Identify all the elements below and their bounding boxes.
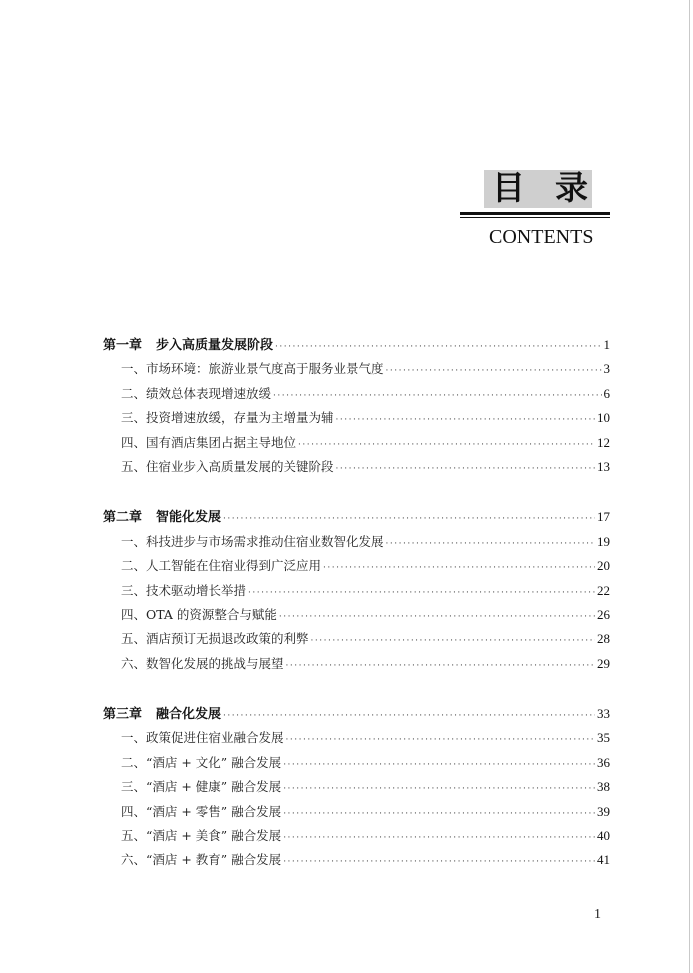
page-ref: 13 bbox=[597, 458, 610, 474]
toc-chapter-entry[interactable] bbox=[103, 333, 610, 357]
chapter-number: 第一章 bbox=[103, 338, 143, 353]
page-ref: 29 bbox=[597, 655, 610, 671]
page-ref: 20 bbox=[597, 558, 610, 574]
dot-leader bbox=[298, 433, 595, 457]
toc-entry[interactable] bbox=[103, 431, 610, 455]
toc-entry[interactable] bbox=[103, 603, 610, 627]
entry-title: 五、“酒店 + 美食” 融合发展 bbox=[121, 828, 282, 844]
dot-leader bbox=[275, 335, 601, 359]
toc-entry[interactable] bbox=[103, 530, 610, 554]
page-ref: 38 bbox=[597, 779, 610, 795]
entry-title: 三、技术驱动增长举措 bbox=[121, 582, 247, 598]
dot-leader bbox=[336, 457, 595, 481]
chapter-number: 第三章 bbox=[103, 707, 143, 723]
dot-leader bbox=[283, 802, 595, 826]
toc-entry[interactable] bbox=[103, 627, 610, 651]
page-ref: 22 bbox=[597, 582, 610, 598]
toc-entry[interactable] bbox=[103, 824, 610, 848]
toc-chapter-entry[interactable] bbox=[103, 505, 610, 529]
page-ref: 36 bbox=[597, 754, 610, 770]
entry-title: 三、“酒店 + 健康” 融合发展 bbox=[121, 779, 282, 795]
toc-entry[interactable] bbox=[103, 554, 610, 578]
toc-title-char-1: 目 bbox=[492, 168, 525, 207]
page-ref: 28 bbox=[597, 631, 610, 647]
dot-leader bbox=[286, 728, 595, 752]
toc-entry[interactable] bbox=[103, 775, 610, 799]
toc-title-block bbox=[458, 168, 610, 248]
chapter-title: 步入高质量发展阶段 bbox=[156, 338, 274, 353]
table-of-contents bbox=[103, 333, 610, 899]
entry-title: 四、国有酒店集团占据主导地位 bbox=[121, 434, 297, 450]
dot-leader bbox=[223, 704, 595, 728]
toc-title-char-2: 录 bbox=[555, 168, 588, 207]
toc-entry[interactable] bbox=[103, 800, 610, 824]
title-rule-thick bbox=[460, 212, 610, 215]
dot-leader bbox=[283, 777, 595, 801]
chapter-title: 融合化发展 bbox=[156, 707, 222, 723]
dot-leader bbox=[283, 826, 595, 850]
entry-title: 三、投资增速放缓，存量为主增量为辅 bbox=[121, 410, 334, 426]
dot-leader bbox=[386, 532, 595, 556]
entry-title: 一、市场环境：旅游业景气度高于服务业景气度 bbox=[121, 361, 384, 377]
dot-leader bbox=[279, 605, 595, 629]
entry-title: 二、绩效总体表现增速放缓 bbox=[121, 385, 272, 401]
dot-leader bbox=[283, 753, 595, 777]
dot-leader bbox=[248, 581, 595, 605]
page-ref: 40 bbox=[597, 828, 610, 844]
dot-leader bbox=[286, 654, 595, 678]
entry-title: 二、人工智能在住宿业得到广泛应用 bbox=[121, 558, 322, 574]
page-ref: 35 bbox=[597, 730, 610, 746]
toc-entry[interactable] bbox=[103, 848, 610, 872]
entry-title: 二、“酒店 + 文化” 融合发展 bbox=[121, 754, 282, 770]
page-ref: 39 bbox=[597, 803, 610, 819]
chapter-section-3 bbox=[103, 702, 610, 873]
dot-leader bbox=[336, 408, 595, 432]
page-ref: 33 bbox=[597, 706, 610, 722]
page-ref: 10 bbox=[597, 410, 610, 426]
toc-entry[interactable] bbox=[103, 726, 610, 750]
dot-leader bbox=[273, 384, 601, 408]
page-edge-line bbox=[689, 0, 690, 973]
entry-title: 六、数智化发展的挑战与展望 bbox=[121, 655, 284, 671]
entry-title: 六、“酒店 + 教育” 融合发展 bbox=[121, 852, 282, 868]
title-rule-thin bbox=[460, 217, 610, 218]
dot-leader bbox=[223, 507, 595, 531]
entry-title: 五、住宿业步入高质量发展的关键阶段 bbox=[121, 458, 334, 474]
dot-leader bbox=[386, 359, 602, 383]
contents-subtitle: CONTENTS bbox=[489, 226, 594, 248]
page-ref: 1 bbox=[603, 337, 610, 352]
toc-entry[interactable] bbox=[103, 579, 610, 603]
toc-chapter-entry[interactable] bbox=[103, 702, 610, 726]
dot-leader bbox=[323, 556, 595, 580]
entry-title: 一、科技进步与市场需求推动住宿业数智化发展 bbox=[121, 533, 384, 549]
toc-entry[interactable] bbox=[103, 652, 610, 676]
entry-title: 一、政策促进住宿业融合发展 bbox=[121, 730, 284, 746]
toc-entry[interactable] bbox=[103, 751, 610, 775]
page-ref: 17 bbox=[597, 509, 610, 525]
page-ref: 12 bbox=[597, 434, 610, 450]
page-ref: 3 bbox=[603, 361, 610, 377]
chapter-section-1 bbox=[103, 333, 610, 479]
entry-title: 四、OTA 的资源整合与赋能 bbox=[121, 606, 277, 622]
dot-leader bbox=[311, 629, 595, 653]
toc-entry[interactable] bbox=[103, 357, 610, 381]
toc-entry[interactable] bbox=[103, 382, 610, 406]
entry-title: 五、酒店预订无损退改政策的利弊 bbox=[121, 631, 309, 647]
page-ref: 19 bbox=[597, 533, 610, 549]
page-ref: 6 bbox=[603, 385, 610, 401]
chapter-title: 智能化发展 bbox=[156, 510, 222, 526]
entry-title: 四、“酒店 + 零售” 融合发展 bbox=[121, 803, 282, 819]
chapter-section-2 bbox=[103, 505, 610, 676]
toc-entry[interactable] bbox=[103, 455, 610, 479]
chapter-number: 第二章 bbox=[103, 510, 143, 526]
dot-leader bbox=[283, 850, 595, 874]
page-number: 1 bbox=[594, 907, 601, 922]
toc-entry[interactable] bbox=[103, 406, 610, 430]
page-ref: 41 bbox=[597, 852, 610, 868]
page-ref: 26 bbox=[597, 606, 610, 622]
